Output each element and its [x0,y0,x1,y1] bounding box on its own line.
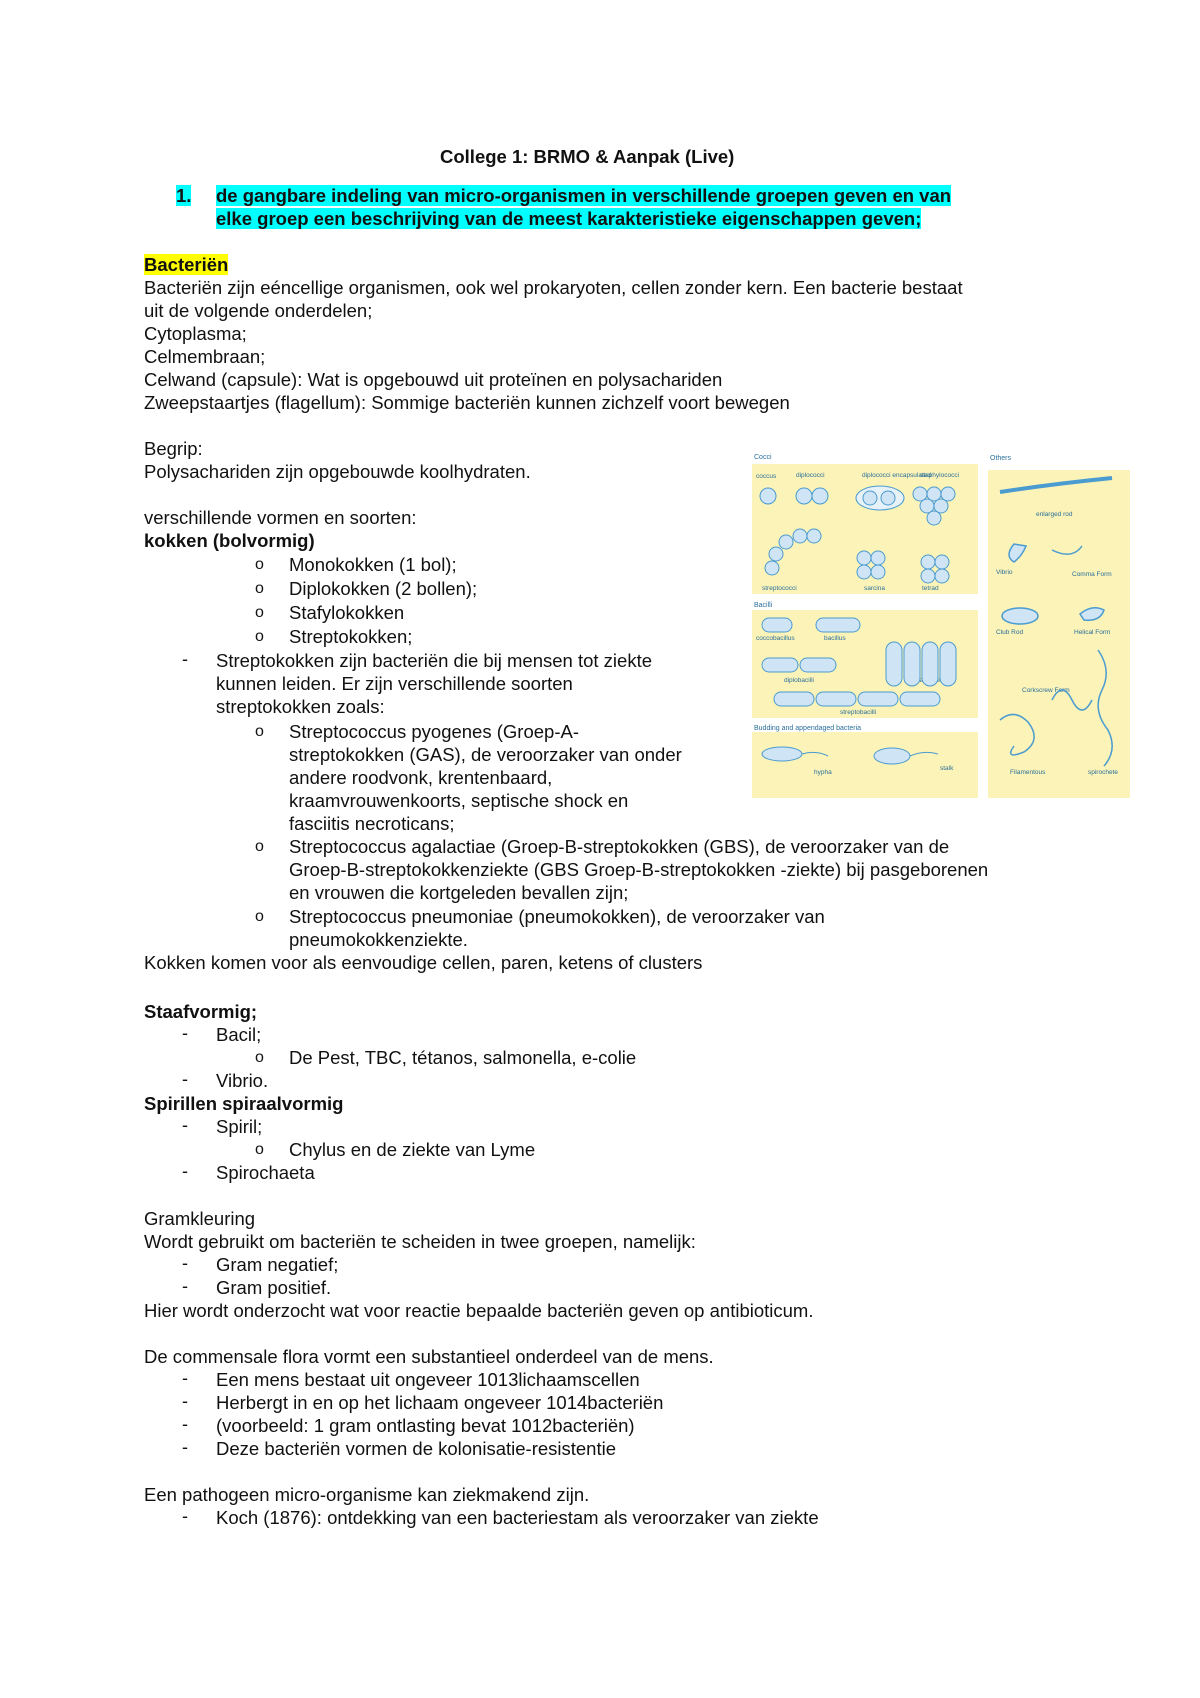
bacteria-intro-2: uit de volgende onderdelen; [144,300,373,321]
tetrad-label: tetrad [922,585,939,592]
kokken-item: Streptokokken; [289,626,413,647]
bullet-dash: - [182,1253,188,1273]
objective-line-2 [216,207,921,230]
enlarged-rod-label: enlarged rod [1036,511,1073,518]
vibrio-label: Vibrio [996,569,1013,576]
bullet-dash: - [182,1161,188,1181]
bullet-o: o [255,580,264,597]
comma-form-label: Comma Form [1072,571,1112,578]
gram-text: Wordt gebruikt om bacteriën te scheiden in twee groepen, namelijk: [144,1231,696,1252]
koch-item: Koch (1876): ontdekking van een bacteriestam als veroorzaker van ziekte [216,1507,819,1528]
spiril-heading: Spirillen spiraalvormig [144,1093,344,1114]
strepto-p-line: pneumokokkenziekte. [289,929,468,950]
staaf-heading: Staafvormig; [144,1001,258,1022]
spiril-item: Spiril; [216,1116,263,1137]
bacilli-title: Bacilli [754,602,773,609]
strepto-note-line: kunnen leiden. Er zijn verschillende soorten [216,673,573,694]
stalk-label: stalk [940,765,954,772]
strepto-a-line: streptokokken (GAS), de veroorzaker van onder [289,744,682,765]
begrip-text: Polysachariden zijn opgebouwde koolhydraten. [144,461,531,482]
coccobacillus-label: coccobacillus [756,635,795,642]
club-rod-label: Club Rod [996,629,1024,636]
strepto-b-line: en vrouwen die kortgeleden bevallen zijn; [289,882,629,903]
cocci-title: Cocci [754,454,772,461]
gram-heading: Gramkleuring [144,1208,256,1229]
part-celmembraan: Celmembraan; [144,346,266,367]
gram-note: Hier wordt onderzocht wat voor reactie bepaalde bacteriën geven op antibioticum. [144,1300,814,1321]
pathogen-heading: Een pathogeen micro-organisme kan ziekmakend zijn. [144,1484,590,1505]
kokken-item: Stafylokokken [289,602,405,623]
strepto-a-line: fasciitis necroticans; [289,813,455,834]
gram-negatief: Gram negatief; [216,1254,339,1275]
flora-item: Herbergt in en op het lichaam ongeveer 1014bacteriën [216,1392,664,1413]
spirochaeta-item: Spirochaeta [216,1162,315,1183]
bullet-o: o [255,908,264,925]
bullet-dash: - [182,1069,188,1089]
bullet-dash: - [182,1391,188,1411]
bacteria-intro-1: Bacteriën zijn eéncellige organismen, ook wel prokaryoten, cellen zonder kern. Een bacterie bestaat [144,277,963,298]
diplococci-label: diplococci [796,472,825,479]
kokken-heading: kokken (bolvormig) [144,530,315,551]
flora-item: Een mens bestaat uit ongeveer 1013lichaamscellen [216,1369,640,1390]
bullet-dash: - [182,649,188,669]
strepto-a-line: Streptococcus pyogenes (Groep-A- [289,721,579,742]
objective-line-2-text: elke groep een beschrijving van de meest karakteristieke eigenschappen geven; [216,208,922,229]
kokken-summary: Kokken komen voor als eenvoudige cellen, paren, ketens of clusters [144,952,703,973]
bullet-dash: - [182,1276,188,1296]
bullet-o: o [255,556,264,573]
bacteria-shapes-figure [752,450,1130,802]
objective-line-1 [216,184,951,207]
bacillus-label: bacillus [824,635,846,642]
vibrio-item: Vibrio. [216,1070,269,1091]
bacil-item: Bacil; [216,1024,262,1045]
flora-heading: De commensale flora vormt een substantieel onderdeel van de mens. [144,1346,714,1367]
bullet-dash: - [182,1368,188,1388]
helical-form-label: Helical Form [1074,629,1111,636]
flora-item: (voorbeeld: 1 gram ontlasting bevat 1012bacteriën) [216,1415,635,1436]
bullet-dash: - [182,1115,188,1135]
forms-intro: verschillende vormen en soorten: [144,507,417,528]
strepto-b-line: Groep-B-streptokokkenziekte (GBS Groep-B-streptokokken -ziekte) bij pasgeborenen [289,859,989,880]
corkscrew-form-label: Corkscrew Form [1022,687,1070,694]
kokken-item: Diplokokken (2 bollen); [289,578,478,599]
bullet-o: o [255,838,264,855]
streptococci-label: streptococci [762,585,797,592]
strepto-note-line: streptokokken zoals: [216,696,385,717]
bullet-o: o [255,604,264,621]
bullet-o: o [255,1049,264,1066]
bullet-dash: - [182,1506,188,1526]
gram-positief: Gram positief. [216,1277,332,1298]
sarcina-label: sarcina [864,585,885,592]
filamentous-label: Filamentous [1010,769,1046,776]
others-title: Others [990,455,1012,462]
strepto-a-line: andere roodvonk, krentenbaard, [289,767,553,788]
bacteria-heading [144,253,228,276]
part-celwand: Celwand (capsule): Wat is opgebouwd uit proteïnen en polysachariden [144,369,723,390]
strepto-p-line: Streptococcus pneumoniae (pneumokokken), de veroorzaker van [289,906,825,927]
objective-line-1-text: de gangbare indeling van micro-organismen in verschillende groepen geven en van [216,185,952,206]
staphylococci-label: staphylococci [920,472,960,479]
bullet-dash: - [182,1414,188,1434]
bacil-examples: De Pest, TBC, tétanos, salmonella, e-colie [289,1047,637,1068]
bullet-o: o [255,723,264,740]
coccus-label: coccus [756,473,777,480]
bullet-o: o [255,1141,264,1158]
diplococci-encapsulated-label: diplococci encapsulated [862,472,932,479]
spirochete-label: spirochete [1088,769,1118,776]
bullet-dash: - [182,1023,188,1043]
streptobacilli-label: streptobacilli [840,709,877,716]
begrip-label: Begrip: [144,438,203,459]
spiril-examples: Chylus en de ziekte van Lyme [289,1139,536,1160]
bullet-dash: - [182,1437,188,1457]
page-title: College 1: BRMO & Aanpak (Live) [440,146,735,167]
strepto-note-line: Streptokokken zijn bacteriën die bij mensen tot ziekte [216,650,653,671]
hypha-label: hypha [814,769,832,776]
strepto-b-line: Streptococcus agalactiae (Groep-B-streptokokken (GBS), de veroorzaker van de [289,836,950,857]
part-zweepstaartjes: Zweepstaartjes (flagellum): Sommige bacteriën kunnen zichzelf voort bewegen [144,392,790,413]
objective-number-text: 1. [176,185,192,206]
diplobacilli-label: diplobacilli [784,677,814,684]
strepto-a-line: kraamvrouwenkoorts, septische shock en [289,790,629,811]
budding-title: Budding and appendaged bacteria [754,725,862,732]
bullet-o: o [255,628,264,645]
bacteria-heading-text: Bacteriën [144,254,229,275]
flora-item: Deze bacteriën vormen de kolonisatie-resistentie [216,1438,617,1459]
objective-number [176,184,191,207]
kokken-item: Monokokken (1 bol); [289,554,457,575]
part-cytoplasma: Cytoplasma; [144,323,247,344]
